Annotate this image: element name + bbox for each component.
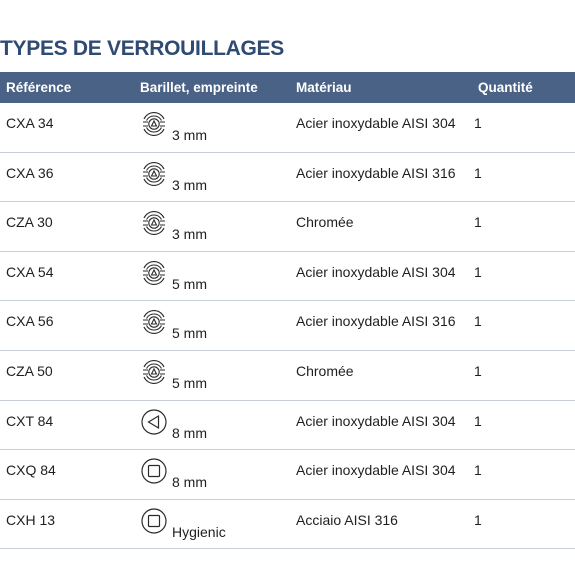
cell-quantity: 1 — [474, 115, 482, 131]
cell-quantity: 1 — [474, 313, 482, 330]
table-row — [0, 252, 575, 302]
cell-material: Acier inoxydable AISI 316 — [296, 313, 456, 330]
cell-size: 8 mm — [172, 474, 207, 491]
cell-material: Acier inoxydable AISI 304 — [296, 115, 456, 131]
cell-size: 5 mm — [172, 374, 207, 391]
cell-barrel — [134, 202, 290, 251]
table-row — [0, 301, 575, 351]
square-key-icon — [140, 457, 168, 485]
cell-reference: CXA 36 — [6, 164, 54, 181]
cell-quantity: 1 — [474, 164, 482, 181]
square-key-icon — [140, 507, 168, 535]
cell-quantity: 1 — [474, 263, 482, 280]
cell-material: Acciaio AISI 316 — [296, 511, 398, 528]
cell-reference: CXA 54 — [6, 263, 54, 280]
triangular-barrel-icon — [140, 259, 168, 287]
cell-size: 3 mm — [172, 226, 207, 243]
cell-quantity: 1 — [474, 462, 482, 479]
table-row — [0, 500, 575, 550]
triangular-barrel-icon — [140, 358, 168, 386]
table-header — [0, 72, 575, 103]
header-barrel: Barillet, empreinte — [140, 80, 258, 95]
cell-barrel — [134, 351, 290, 400]
cell-size: Hygienic — [172, 523, 226, 540]
cell-reference: CZA 50 — [6, 362, 53, 379]
cell-material: Chromée — [296, 214, 354, 231]
cell-barrel — [134, 252, 290, 301]
cell-reference: CXH 13 — [6, 511, 56, 528]
cell-reference: CZA 30 — [6, 214, 53, 231]
cell-size: 5 mm — [172, 325, 207, 342]
cell-size: 8 mm — [172, 424, 207, 441]
cell-reference: CXQ 84 — [6, 462, 56, 479]
cell-reference: CXT 84 — [6, 412, 54, 429]
cell-barrel — [134, 500, 290, 549]
header-quantity: Quantité — [478, 80, 533, 95]
cell-material: Chromée — [296, 362, 354, 379]
cell-reference: CXA 56 — [6, 313, 54, 330]
cell-material: Acier inoxydable AISI 316 — [296, 164, 456, 181]
cell-quantity: 1 — [474, 511, 482, 528]
cell-quantity: 1 — [474, 214, 482, 231]
table-row — [0, 401, 575, 451]
cell-barrel — [134, 103, 290, 152]
triangle-key-icon — [140, 408, 168, 436]
table-row — [0, 202, 575, 252]
page-title: TYPES DE VERROUILLAGES — [0, 37, 284, 60]
locking-types-table — [0, 72, 575, 549]
cell-barrel — [134, 301, 290, 350]
triangular-barrel-icon — [140, 308, 168, 336]
cell-reference: CXA 34 — [6, 115, 54, 131]
cell-material: Acier inoxydable AISI 304 — [296, 462, 456, 479]
header-material: Matériau — [296, 80, 352, 95]
triangular-barrel-icon — [140, 110, 168, 138]
cell-size: 3 mm — [172, 176, 207, 193]
table-row — [0, 351, 575, 401]
cell-barrel — [134, 401, 290, 450]
table-row — [0, 103, 575, 153]
triangular-barrel-icon — [140, 209, 168, 237]
cell-material: Acier inoxydable AISI 304 — [296, 263, 456, 280]
table-row — [0, 450, 575, 500]
cell-size: 5 mm — [172, 275, 207, 292]
triangular-barrel-icon — [140, 160, 168, 188]
cell-quantity: 1 — [474, 412, 482, 429]
cell-quantity: 1 — [474, 362, 482, 379]
cell-size: 3 mm — [172, 127, 207, 143]
cell-material: Acier inoxydable AISI 304 — [296, 412, 456, 429]
cell-barrel — [134, 450, 290, 499]
table-row — [0, 153, 575, 203]
header-reference: Référence — [6, 80, 72, 95]
cell-barrel — [134, 153, 290, 202]
